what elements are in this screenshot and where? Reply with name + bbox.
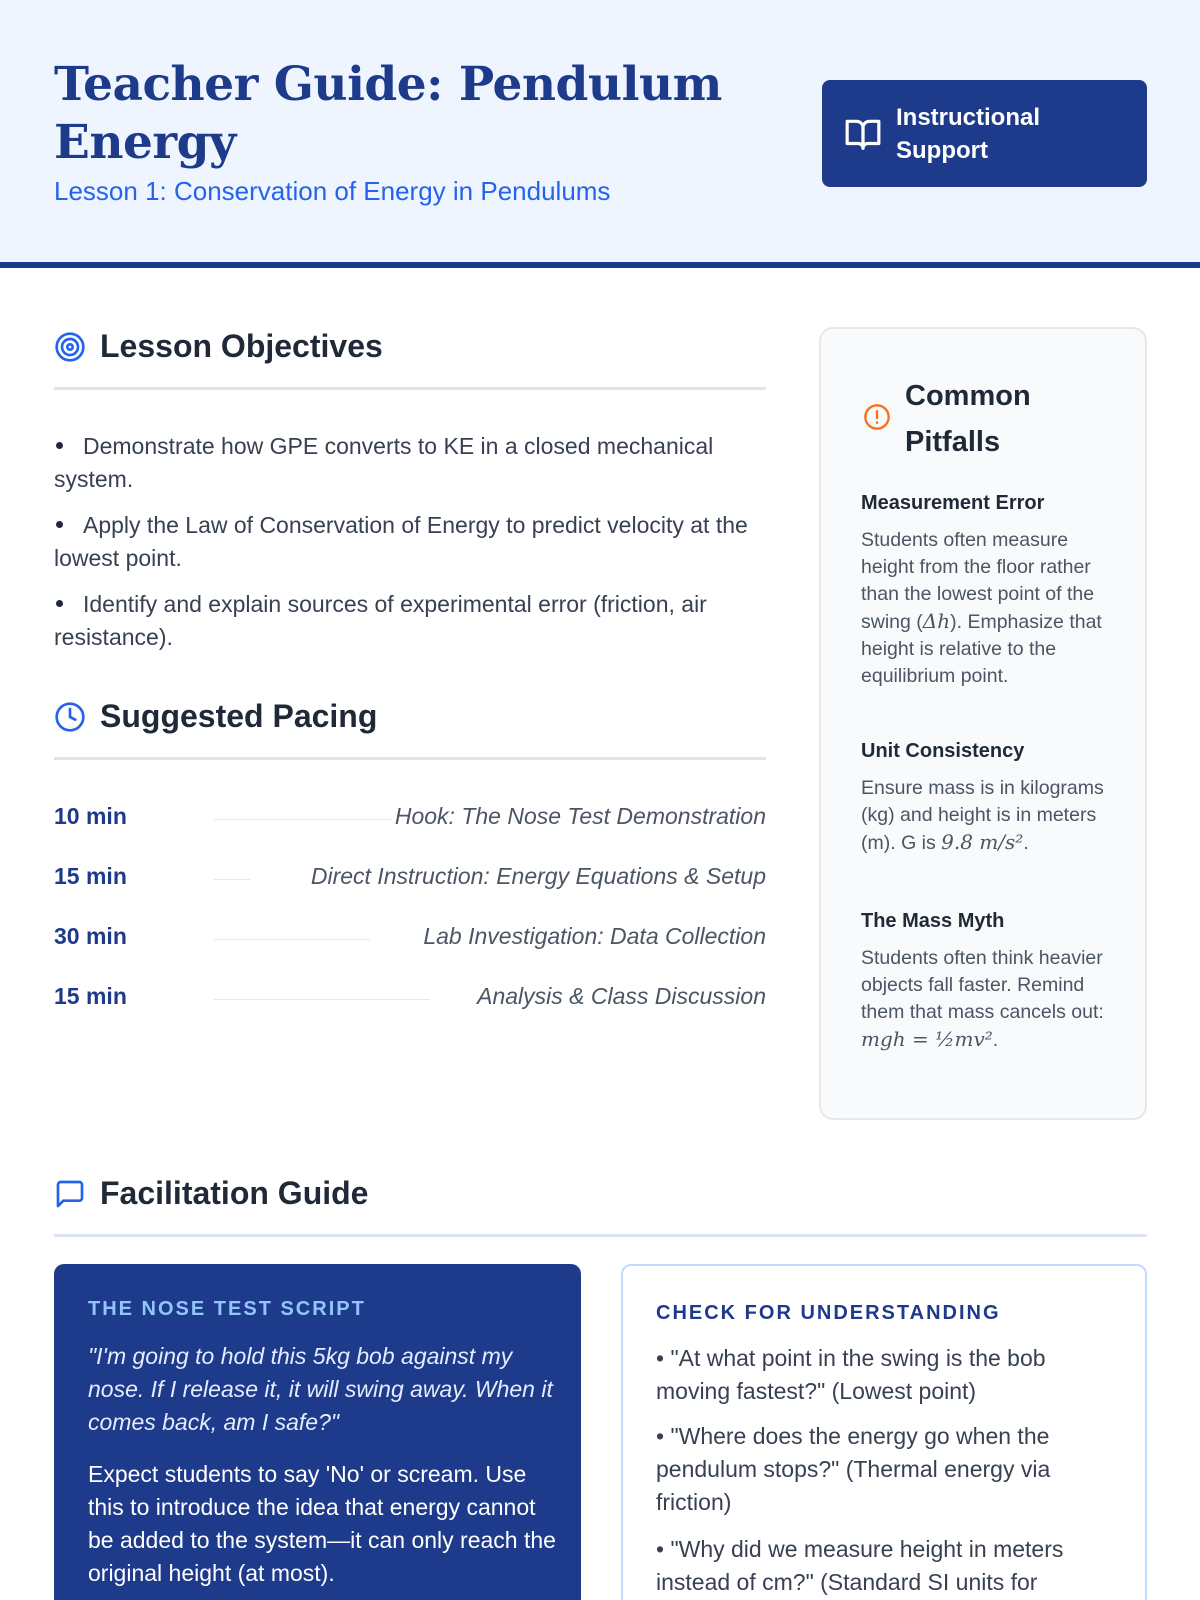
pitfalls-heading bbox=[863, 373, 1055, 465]
pacing-time: 15 min bbox=[54, 863, 127, 889]
bullet bbox=[56, 600, 63, 607]
pacing-time: 10 min bbox=[54, 803, 127, 829]
pacing-activity: Hook: The Nose Test Demonstration bbox=[394, 803, 766, 829]
pacing-leader bbox=[214, 939, 370, 940]
objectives-heading bbox=[54, 328, 383, 365]
pitfall-title: Unit Consistency bbox=[861, 740, 1025, 762]
pitfall-title: The Mass Myth bbox=[861, 910, 1005, 932]
pitfall-item bbox=[861, 910, 1117, 1054]
objectives-title: Lesson Objectives bbox=[100, 328, 383, 364]
facilitation-heading bbox=[54, 1175, 368, 1212]
script-label: THE NOSE TEST SCRIPT bbox=[88, 1298, 366, 1320]
list-item: • "At what point in the swing is the bob moving fastest?" (Lowest point) bbox=[656, 1345, 1046, 1404]
check-for-understanding-card bbox=[621, 1264, 1147, 1600]
objectives-list bbox=[54, 430, 766, 667]
pitfall-item bbox=[861, 740, 1117, 857]
pacing-leader bbox=[214, 879, 250, 880]
script-quote: "I'm going to hold this 5kg bob against my nose. If I release it, it will swing away. When it comes back, am I safe?" bbox=[88, 1343, 553, 1435]
pacing-activity: Lab Investigation: Data Collection bbox=[423, 923, 766, 949]
pacing-row bbox=[54, 917, 766, 957]
book-open-icon bbox=[844, 115, 882, 153]
pitfall-text: Students often think heavier objects fall faster. Remind them that mass cancels out: mgh = ½mv². bbox=[861, 947, 1104, 1051]
page-title: Teacher Guide: Pendulum Energy bbox=[54, 57, 722, 170]
list-item: • "Why did we measure height in meters instead of cm?" (Standard SI units for bbox=[656, 1536, 1064, 1595]
objectives-divider bbox=[54, 387, 766, 390]
page-subtitle: Lesson 1: Conservation of Energy in Pendulums bbox=[54, 176, 611, 206]
list-item: • "Where does the energy go when the pendulum stops?" (Thermal energy via friction) bbox=[656, 1423, 1051, 1515]
nose-test-script-card bbox=[54, 1264, 581, 1600]
message-square-icon bbox=[54, 1178, 86, 1210]
math-expression: Δh bbox=[922, 609, 951, 633]
list-item: Identify and explain sources of experimental error (friction, air resistance). bbox=[54, 591, 707, 650]
math-expression: 9.8 m/s² bbox=[941, 830, 1024, 854]
pacing-activity: Direct Instruction: Energy Equations & Setup bbox=[310, 863, 766, 889]
pacing-divider bbox=[54, 757, 766, 760]
pitfalls-card bbox=[819, 327, 1147, 1120]
page-header bbox=[0, 0, 1200, 268]
bullet bbox=[56, 521, 63, 528]
instructional-support-button[interactable] bbox=[822, 80, 1147, 187]
pitfall-text: Ensure mass is in kilograms (kg) and height is in meters (m). G is 9.8 m/s². bbox=[861, 777, 1104, 854]
pacing-row bbox=[54, 977, 766, 1017]
pitfall-title: Measurement Error bbox=[861, 492, 1045, 514]
facilitation-divider bbox=[54, 1234, 1147, 1237]
pitfalls-title: Common Pitfalls bbox=[905, 380, 1031, 458]
list-item: Apply the Law of Conservation of Energy to predict velocity at the lowest point. bbox=[54, 512, 748, 571]
pacing-heading bbox=[54, 698, 377, 735]
bullet bbox=[56, 442, 63, 449]
pacing-leader bbox=[214, 819, 392, 820]
pacing-title: Suggested Pacing bbox=[100, 698, 378, 734]
check-label: CHECK FOR UNDERSTANDING bbox=[656, 1302, 1001, 1324]
pacing-leader bbox=[214, 999, 430, 1000]
target-icon bbox=[54, 331, 86, 363]
pacing-activity: Analysis & Class Discussion bbox=[477, 983, 766, 1009]
script-text: Expect students to say 'No' or scream. Use this to introduce the idea that energy cannot be added to the system—it can only reach the original height (at most). bbox=[88, 1461, 556, 1586]
facilitation-title: Facilitation Guide bbox=[100, 1175, 369, 1211]
pacing-time: 15 min bbox=[54, 983, 127, 1009]
list-item: Demonstrate how GPE converts to KE in a closed mechanical system. bbox=[54, 433, 714, 492]
pitfall-text: Students often measure height from the floor rather than the lowest point of the swing (Δh). Emphasize that height is relative to the equilibrium point. bbox=[861, 529, 1102, 687]
math-expression: mgh = ½mv² bbox=[861, 1027, 993, 1051]
pacing-time: 30 min bbox=[54, 923, 127, 949]
pitfall-item bbox=[861, 492, 1117, 690]
support-button-label: Instructional Support bbox=[896, 103, 1041, 164]
pacing-row bbox=[54, 857, 766, 897]
alert-circle-icon bbox=[863, 403, 891, 436]
pacing-row bbox=[54, 797, 766, 837]
clock-icon bbox=[54, 701, 86, 733]
